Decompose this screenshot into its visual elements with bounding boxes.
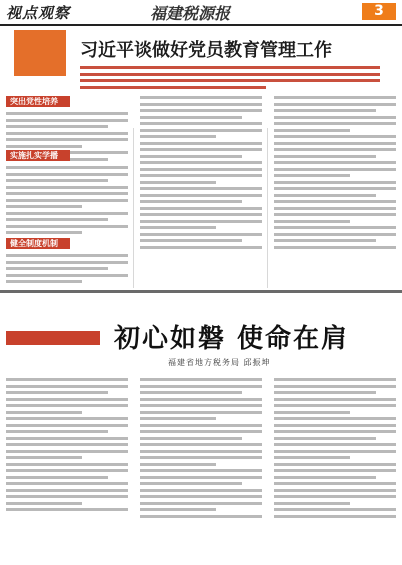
column-logo-lower (6, 299, 100, 353)
subhead-2: 实施扎实学播 (6, 150, 70, 161)
subhead-3: 健全制度机制 (6, 238, 70, 249)
section-divider (0, 290, 402, 293)
masthead-rule (0, 24, 402, 26)
paper-name: 福建税源报 (150, 4, 231, 23)
masthead (0, 0, 402, 24)
column-3-text (274, 96, 396, 252)
byline: 福建省地方税务局 邱振坤 (168, 358, 271, 367)
column-divider (133, 128, 134, 288)
column-logo (14, 30, 66, 76)
column-divider (267, 128, 268, 288)
page-number-badge: 3 (362, 3, 396, 20)
lower-column-3-text (274, 378, 396, 521)
lower-column-1-text (6, 378, 128, 515)
upper-headline: 习近平谈做好党员教育管理工作 (80, 40, 332, 61)
lead-paragraph (80, 66, 380, 92)
lower-column-2-text (140, 378, 262, 521)
column-logo-band (6, 331, 100, 345)
column-2-text (140, 96, 262, 252)
lower-headline: 初心如磐 使命在肩 (114, 324, 350, 354)
column-1-bottom-text (6, 254, 128, 287)
subhead-1: 突出党性培养 (6, 96, 70, 107)
section-name: 视点观察 (6, 4, 71, 22)
column-1-mid-text (6, 166, 128, 238)
